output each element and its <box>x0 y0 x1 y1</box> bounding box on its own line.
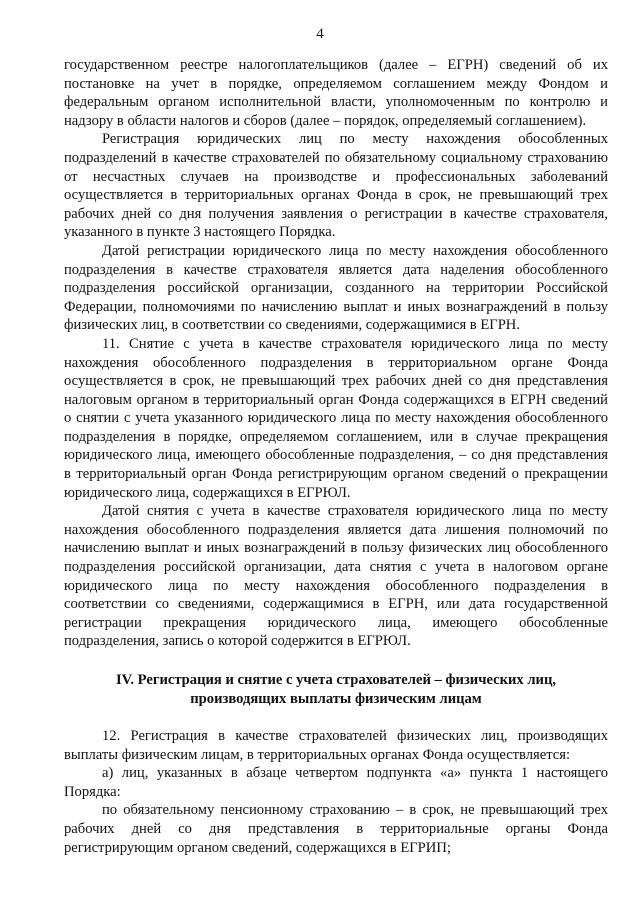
document-body <box>64 56 608 857</box>
paragraph-item-11: 11. Снятие с учета в качестве страхователя юридического лица по месту нахождения обособленного подразделения в территориальном органе Фонда осуществляется в срок, не превышающий трех рабочих дней со дня представления налоговым органом в территориальный орган Фонда содержащихся в ЕГРН сведений о снятии с учета указанного юридического лица по месту нахождения обособленного подразделения в порядке, определяемом соглашением, или в случае прекращения юридического лица, имеющего обособленные подразделения, – со дня представления в территориальный орган Фонда регистрирующим органом сведений о прекращении юридического лица, содержащихся в ЕГРЮЛ. <box>64 335 608 501</box>
paragraph-pension-insurance: по обязательному пенсионному страхованию – в срок, не превышающий трех рабочих дней со дня представления в территориальные органы Фонда регистрирующим органом сведений, содержащихся в ЕГРИП; <box>64 802 608 856</box>
paragraph-deregistration-date: Датой снятия с учета в качестве страхователя юридического лица по месту нахождения обособленного подразделения является дата лишения полномочий по начислению выплат и иных вознаграждений в пользу физических лиц обособленного подразделения российской организации, дата снятия с учета в налоговом органе юридического лица по месту нахождения обособленного подразделения в соответствии со сведениями, содержащимися в ЕГРН, или дата государственной регистрации прекращения юридического лица, имеющего обособленные подразделения, запись о которой содержится в ЕГРЮЛ. <box>64 503 608 650</box>
paragraph-registration-separate-units: Регистрация юридических лиц по месту нахождения обособленных подразделений в качестве страхователей по обязательному социальному страхованию от несчастных случаев на производстве и профессиональных заболеваний осуществляется в территориальных органах Фонда в срок, не превышающий трех рабочих дней со дня получения заявления о регистрации в качестве страхователя, указанного в пункте 3 настоящего Порядка. <box>64 131 608 241</box>
paragraph-subitem-a: а) лиц, указанных в абзаце четвертом подпункта «а» пункта 1 настоящего Порядка: <box>64 765 608 800</box>
section-heading: IV. Регистрация и снятие с учета страхователей – физических лиц, производящих выплаты физическим лицам <box>115 672 556 707</box>
page-number: 4 <box>316 26 324 42</box>
paragraph-registration-date: Датой регистрации юридического лица по месту нахождения обособленного подразделения в качестве страхователя является дата наделения обособленного подразделения российской организации, созданного на территории Российской Федерации, полномочиями по начислению выплат и иных вознаграждений в пользу физических лиц, в соответствии со сведениями, содержащимися в ЕГРН. <box>64 242 608 334</box>
paragraph-continuation: государственном реестре налогоплательщиков (далее – ЕГРН) сведений об их постановке на учет в порядке, определяемом соглашением между Фондом и федеральным органом исполнительной власти, уполномоченным по контролю и надзору в области налогов и сборов (далее – порядок, определяемый соглашением). <box>64 57 608 129</box>
paragraph-item-12: 12. Регистрация в качестве страхователей физических лиц, производящих выплаты физическим лицам, в территориальных органах Фонда осуществляется: <box>64 728 608 763</box>
